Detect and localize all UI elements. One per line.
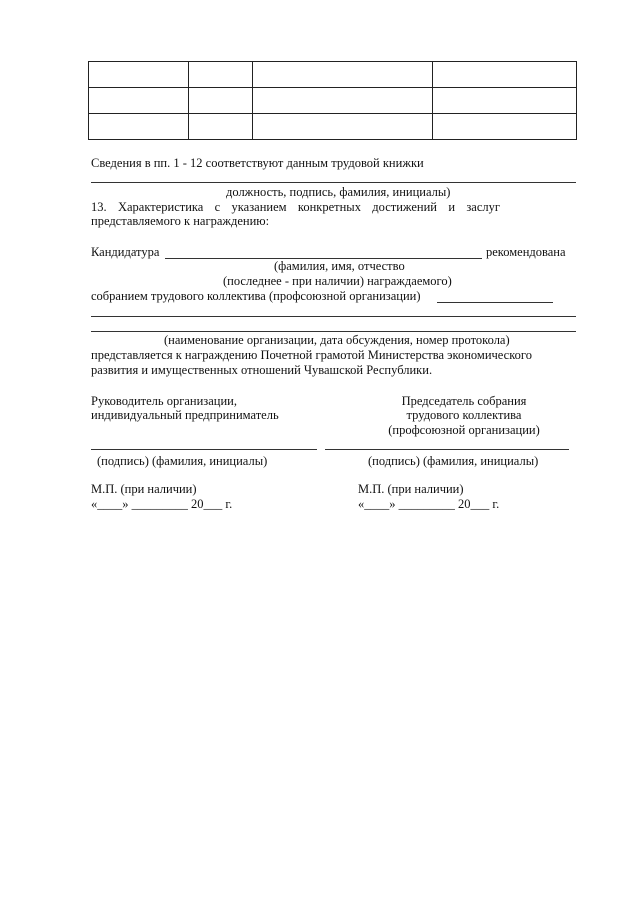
- candidate-recommended: рекомендована: [486, 245, 566, 259]
- left-sign-title1: Руководитель организации,: [91, 394, 237, 408]
- table-cell: [433, 114, 577, 140]
- right-sign-title3: (профсоюзной организации): [388, 423, 540, 437]
- table-cell: [433, 62, 577, 88]
- left-sign-caption: (подпись) (фамилия, инициалы): [97, 454, 268, 468]
- candidate-caption-name: (фамилия, имя, отчество: [274, 259, 405, 273]
- info-line: Сведения в пп. 1 - 12 соответствуют данным трудовой книжки: [91, 156, 424, 170]
- org-caption: (наименование организации, дата обсуждения, номер протокола): [164, 333, 510, 347]
- left-date: «____» _________ 20___ г.: [91, 497, 233, 511]
- table-cell: [189, 114, 253, 140]
- presented-line2: развития и имущественных отношений Чувашской Республики.: [91, 363, 433, 377]
- table-cell: [89, 62, 189, 88]
- item13-line1: 13. Характеристика с указанием конкретных достижений и заслуг: [91, 200, 500, 214]
- data-table: [88, 61, 577, 140]
- info-caption: должность, подпись, фамилия, инициалы): [226, 185, 451, 199]
- org-line-2: [91, 331, 576, 332]
- info-underline: [91, 182, 576, 183]
- right-stamp: М.П. (при наличии): [358, 482, 464, 496]
- left-sign-line: [91, 449, 317, 450]
- right-sign-line: [325, 449, 569, 450]
- assembly-underline: [437, 302, 553, 303]
- left-sign-title2: индивидуальный предприниматель: [91, 408, 279, 422]
- presented-line1: представляется к награждению Почетной грамотой Министерства экономического: [91, 348, 532, 362]
- org-line-1: [91, 316, 576, 317]
- candidate-caption-patronymic: (последнее - при наличии) награждаемого): [223, 274, 452, 288]
- candidate-label: Кандидатура: [91, 245, 160, 259]
- right-date: «____» _________ 20___ г.: [358, 497, 500, 511]
- item13-line2: представляемого к награждению:: [91, 214, 270, 228]
- left-stamp: М.П. (при наличии): [91, 482, 197, 496]
- table-cell: [89, 88, 189, 114]
- table-row: [89, 62, 577, 88]
- table-row: [89, 88, 577, 114]
- table-cell: [253, 88, 433, 114]
- right-sign-title1: Председатель собрания: [401, 394, 527, 408]
- right-sign-caption: (подпись) (фамилия, инициалы): [368, 454, 539, 468]
- table-cell: [433, 88, 577, 114]
- table-cell: [189, 62, 253, 88]
- assembly-line: собранием трудового коллектива (профсоюзной организации): [91, 289, 421, 303]
- table-cell: [253, 114, 433, 140]
- table-row: [89, 114, 577, 140]
- table-cell: [189, 88, 253, 114]
- table-cell: [89, 114, 189, 140]
- right-sign-title2: трудового коллектива: [406, 408, 522, 422]
- table-cell: [253, 62, 433, 88]
